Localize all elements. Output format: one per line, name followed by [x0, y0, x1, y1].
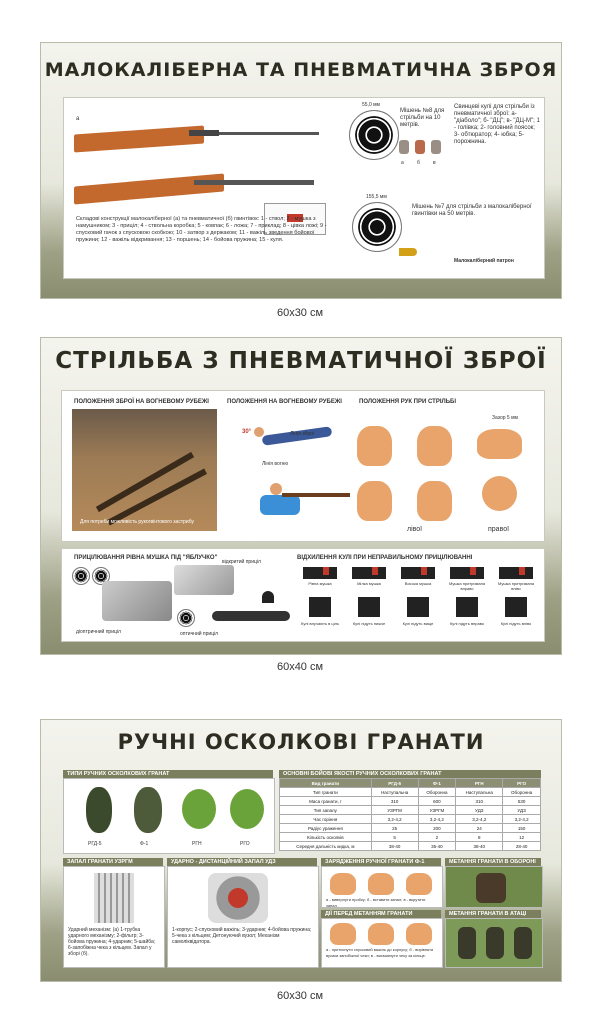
defense-soldier [476, 873, 506, 903]
table-cell: 28-40 [503, 842, 541, 851]
stand3-title: РУЧНІ ОСКОЛКОВІ ГРАНАТИ [117, 730, 485, 754]
stand2-top-panel [61, 390, 545, 542]
table-cell: Оборонна [503, 788, 541, 797]
deviation-target-icon [505, 597, 527, 617]
front-post-icon [470, 567, 476, 575]
optic-sight-label: оптичний приціл [180, 631, 219, 637]
stand2-bottom-panel [61, 548, 545, 642]
grenade-name-f1: Ф-1 [140, 841, 149, 847]
remote-fuse-panel [167, 866, 319, 968]
target-10m-label: Мішень №8 для стрільби на 10 метрів. [400, 108, 445, 128]
deviation-row [297, 565, 542, 637]
table-header-cell: РГД-5 [371, 779, 418, 788]
rear-sight-icon [352, 567, 386, 579]
stand3-size-caption: 60x30 см [276, 990, 324, 1002]
attack-soldier-1 [458, 927, 476, 959]
scale-top-label: 55,0 мм [362, 102, 380, 108]
hand-grip-2 [417, 426, 452, 466]
table-row [280, 833, 541, 842]
table-cell: УЗРГМ [371, 806, 418, 815]
deviation-item [297, 565, 343, 637]
air-rifle-image [74, 168, 324, 208]
grenade-f1 [134, 787, 162, 833]
photo-caption: Для потреби можливість рукогвінтового застрибу [80, 519, 194, 525]
table-cell: Тип запалу [280, 806, 372, 815]
loading-hand-2 [368, 873, 394, 895]
left-hand-label: лівої [407, 526, 423, 533]
remote-fuse-description: 1-корпус; 2-спусковий важіль; 3-ударник; 4-бойова пружина; 5-чека з кільцем; Детонуючий вузол; Механізм самоліквідатора. [172, 927, 312, 945]
table-cell: УЗРГМ [418, 806, 456, 815]
table-cell: 25 [371, 824, 418, 833]
defense-panel [445, 866, 543, 908]
table-cell: 3,2-4,2 [503, 815, 541, 824]
deviation-item [346, 565, 392, 637]
right-hand-label: правої [488, 526, 510, 533]
open-sight-label: відкритий приціл [222, 559, 261, 565]
front-sight-icon [262, 591, 274, 603]
table-cell: 200 [418, 824, 456, 833]
table-cell: 38-40 [456, 842, 503, 851]
hand-grip-4 [417, 481, 452, 521]
stand2-title: СТРІЛЬБА З ПНЕВМАТИЧНОЇ ЗБРОЇ [55, 348, 547, 374]
shooter2-rifle [282, 493, 350, 497]
table-cell: 3,2-4,2 [371, 815, 418, 824]
table-cell: Оборонна [418, 788, 456, 797]
table-row [280, 824, 541, 833]
shooter2-body [260, 495, 300, 515]
target-10m [349, 110, 399, 160]
front-post-icon [421, 567, 427, 575]
table-cell: 530 [503, 797, 541, 806]
table-cell: Час горіння [280, 815, 372, 824]
fuse-diagram [94, 873, 134, 923]
angle-label: 30° [242, 429, 252, 435]
stand-air-shooting [40, 337, 562, 655]
table-cell: 38-40 [371, 842, 418, 851]
position-line-heading: ПОЛОЖЕННЯ НА ВОГНЕВОМУ РУБЕЖІ [227, 399, 342, 405]
before-throw-panel [321, 918, 443, 968]
table-cell: 35-40 [418, 842, 456, 851]
loading-description: а - вивернути пробку; б - вставити запал; в - вкрутити запал. [326, 897, 426, 908]
rifle-b-barrel [194, 180, 314, 185]
hand-trigger-2 [482, 476, 517, 511]
before-throw-heading: ДІЇ ПЕРЕД МЕТАННЯМ ГРАНАТИ [321, 910, 441, 918]
table-cell: Кількість осколків [280, 833, 372, 842]
table-cell: 24 [456, 824, 503, 833]
aiming-heading: ПРИЦІЛЮВАННЯ РІВНА МУШКА ПІД "ЯБЛУЧКО" [74, 555, 218, 561]
table-cell: Тип гранати [280, 788, 372, 797]
grenade-rgn [182, 789, 216, 829]
attack-soldier-2 [486, 927, 504, 959]
loading-heading: ЗАРЯДЖЕННЯ РУЧНОЇ ГРАНАТИ Ф-1 [321, 858, 441, 866]
deviation-result-label: Кулі підуть вліво [500, 621, 532, 626]
weapon-position-photo [72, 409, 217, 531]
fuse-panel [63, 866, 165, 968]
diopter-sight-label: діоптричний приціл [76, 629, 121, 635]
rifle-a-stock [74, 125, 204, 152]
pellet-c [431, 140, 441, 154]
deviation-sight-label: Мушка притримана вліво [497, 581, 535, 591]
deviation-target-icon [407, 597, 429, 617]
remote-fuse-heading: УДАРНО - ДИСТАНЦІЙНИЙ ЗАПАЛ УДЗ [167, 858, 317, 866]
aiming-target-1 [72, 567, 90, 585]
rifle-parts-description: Складові конструкції малокаліберної (а) та пневматичної (б) гвинтівок: 1 - ствол; 2 - мушка з намушником; 3 - приціл; 4 - ствольна коробка; 5 - ковпак; 6 - ложа; 7 - приклад; 8 - цівка ложі; 9 - спусковий гачок з спусковою скобкою; 10 - затвор з держаком; 11 - важіль зведення бойової пружини; 12 - важіль відкривання; 13 - поршень; 14 - бойова пружина; 15 - куля. [76, 216, 327, 243]
stand2-size-caption: 60x40 см [276, 661, 324, 673]
table-row [280, 788, 541, 797]
deviation-sight-label: Висока мушка [404, 581, 432, 586]
grenade-types-heading: ТИПИ РУЧНИХ ОСКОЛКОВИХ ГРАНАТ [63, 770, 273, 778]
pellet-label-a: а [401, 160, 404, 166]
grenade-name-rgd5: РГД-5 [88, 841, 102, 847]
table-cell: 150 [503, 824, 541, 833]
stand1-size-caption: 60x30 см [276, 307, 324, 319]
pellet-label-b: б [417, 160, 420, 166]
stand-small-caliber [40, 42, 562, 299]
loading-panel [321, 866, 443, 908]
attack-soldier-3 [514, 927, 532, 959]
rear-sight-icon [499, 567, 533, 579]
table-cell: Радіус ураження [280, 824, 372, 833]
table-cell: 310 [371, 797, 418, 806]
rear-sight-icon [450, 567, 484, 579]
table-row [280, 842, 541, 851]
shooter-prone-2 [252, 479, 352, 519]
qualities-table-header [280, 779, 541, 788]
before-throw-description: а - притиснути спусковий важіль до корпусу; б - вирівняти вусики запобіжної чеки; в - висмикнути чеку за кільце. [326, 947, 434, 958]
deviation-item [395, 565, 441, 637]
fuse-heading: ЗАПАЛ ГРАНАТИ УЗРГМ [63, 858, 163, 866]
before-hand-1 [330, 923, 356, 945]
optic-reticle [177, 609, 195, 627]
shooter2-head [270, 483, 282, 495]
stand1-title: МАЛОКАЛІБЕРНА ТА ПНЕВМАТИЧНА ЗБРОЯ [44, 59, 558, 81]
grenade-rgd5 [86, 787, 112, 833]
table-cell: 12 [503, 833, 541, 842]
rear-sight-icon [303, 567, 337, 579]
defense-heading: МЕТАННЯ ГРАНАТИ В ОБОРОНІ [445, 858, 541, 866]
loading-hand-3 [406, 873, 432, 895]
pellet-b [415, 140, 425, 154]
table-cell: УДЗ [456, 806, 503, 815]
table-header-cell: Вид гранати [280, 779, 372, 788]
deviation-result-label: Кулі підуть вище [402, 621, 434, 626]
table-cell: Маса гранати, г [280, 797, 372, 806]
deviation-target-icon [309, 597, 331, 617]
attack-heading: МЕТАННЯ ГРАНАТИ В АТАЦІ [445, 910, 541, 918]
table-cell: 600 [418, 797, 456, 806]
table-cell: 2 [418, 833, 456, 842]
loading-hand-1 [330, 873, 356, 895]
table-header-cell: РГН [456, 779, 503, 788]
pellet-label-c: в [433, 160, 436, 166]
table-header-cell: Ф-1 [418, 779, 456, 788]
pellet-a [399, 140, 409, 154]
stand1-content-panel [63, 97, 545, 279]
deviation-result-label: Кулі підуть вправо [449, 621, 485, 626]
remote-fuse-diagram [208, 873, 268, 923]
scale-bottom-label: 155,5 мм [366, 194, 387, 200]
before-hand-3 [406, 923, 432, 945]
before-hand-2 [368, 923, 394, 945]
table-cell: 310 [456, 797, 503, 806]
grenade-name-rgn: РГН [192, 841, 202, 847]
front-post-icon [372, 567, 378, 575]
shooter1-head [254, 427, 264, 437]
grenade-types-panel [63, 778, 275, 854]
rifle-a-receiver [189, 130, 219, 136]
small-caliber-rifle-image [74, 118, 324, 158]
deviation-target-icon [358, 597, 380, 617]
table-cell: Наступальна [371, 788, 418, 797]
qualities-heading: ОСНОВНІ БОЙОВІ ЯКОСТІ РУЧНИХ ОСКОЛКОВИХ ГРАНАТ [279, 770, 541, 778]
rifle-a-label: а [76, 116, 80, 122]
line-of-fire-label: Лінія вогню [262, 461, 289, 467]
table-header-cell: РГО [503, 779, 541, 788]
cartridge-label: Малокаліберний патрон [454, 258, 514, 264]
deviation-result-label: Кулі підуть нижче [352, 621, 386, 626]
optic-scope-image [212, 611, 290, 621]
grenade-name-rgo: РГО [240, 841, 250, 847]
hand-grip-3 [357, 481, 392, 521]
table-cell: УДЗ [503, 806, 541, 815]
rear-sight-icon [401, 567, 435, 579]
table-cell: 8 [456, 833, 503, 842]
attack-panel [445, 918, 543, 968]
gap-label: Зазор 5 мм [492, 415, 518, 421]
qualities-table [279, 778, 541, 851]
deviation-sight-label: Мілка мушка [357, 581, 381, 586]
table-row [280, 815, 541, 824]
table-cell: Середня дальність кидка, м [280, 842, 372, 851]
front-post-icon [519, 567, 525, 575]
grenade-rgo [230, 789, 264, 829]
table-cell: 5 [371, 833, 418, 842]
deviation-item [444, 565, 490, 637]
line-of-weapon-label: Лінія зброї [290, 431, 315, 437]
stand-hand-grenades [40, 719, 562, 982]
pellets-description: Свинцеві кулі для стрільби із пневматичної зброї: а- "діаболо"; б- "ДЦ"; в- "ДЦ-М"; 1 - голівка; 2- головний поясок; 3- обтюратор; 4- юбка; 5- порожнина. [454, 104, 540, 145]
deviation-heading: ВІДХИЛЕННЯ КУЛІ ПРИ НЕПРАВИЛЬНОМУ ПРИЦІЛЮВАННІ [297, 555, 473, 561]
hand-grip-1 [357, 426, 392, 466]
deviation-sight-label: Мушка притримана вправо [448, 581, 486, 591]
table-row [280, 797, 541, 806]
fuse-description: Ударний механізм: (а) 1-трубка ударного механізму; 2-фільтр; 3-бойова пружина; 4-ударник; 5-шайба; 6-запобіжна чека з кільцем. Запал у зборі (б). [68, 927, 156, 957]
table-row [280, 806, 541, 815]
deviation-result-label: Кулі влучають в ціль [300, 621, 340, 626]
target-50m [352, 202, 402, 252]
table-cell: 3,2-4,2 [456, 815, 503, 824]
qualities-table-body [280, 788, 541, 851]
hands-heading: ПОЛОЖЕННЯ РУК ПРИ СТРІЛЬБІ [359, 399, 456, 405]
open-sight-image [174, 565, 234, 595]
deviation-sight-label: Рівна мушка [308, 581, 332, 586]
deviation-item [493, 565, 539, 637]
table-cell: Наступальна [456, 788, 503, 797]
position-weapon-heading: ПОЛОЖЕННЯ ЗБРОЇ НА ВОГНЕВОМУ РУБЕЖІ [74, 399, 209, 405]
pellets-image [399, 138, 449, 158]
rifle-b-stock [74, 173, 224, 204]
deviation-target-icon [456, 597, 478, 617]
front-post-icon [323, 567, 329, 575]
table-cell: 3,2-4,2 [418, 815, 456, 824]
cartridge-icon [399, 248, 417, 256]
target-50m-label: Мішень №7 для стрільби з малокаліберної гвинтівки на 50 метрів. [412, 204, 532, 217]
hand-trigger-1 [477, 429, 522, 459]
diopter-sight-image [102, 581, 172, 621]
